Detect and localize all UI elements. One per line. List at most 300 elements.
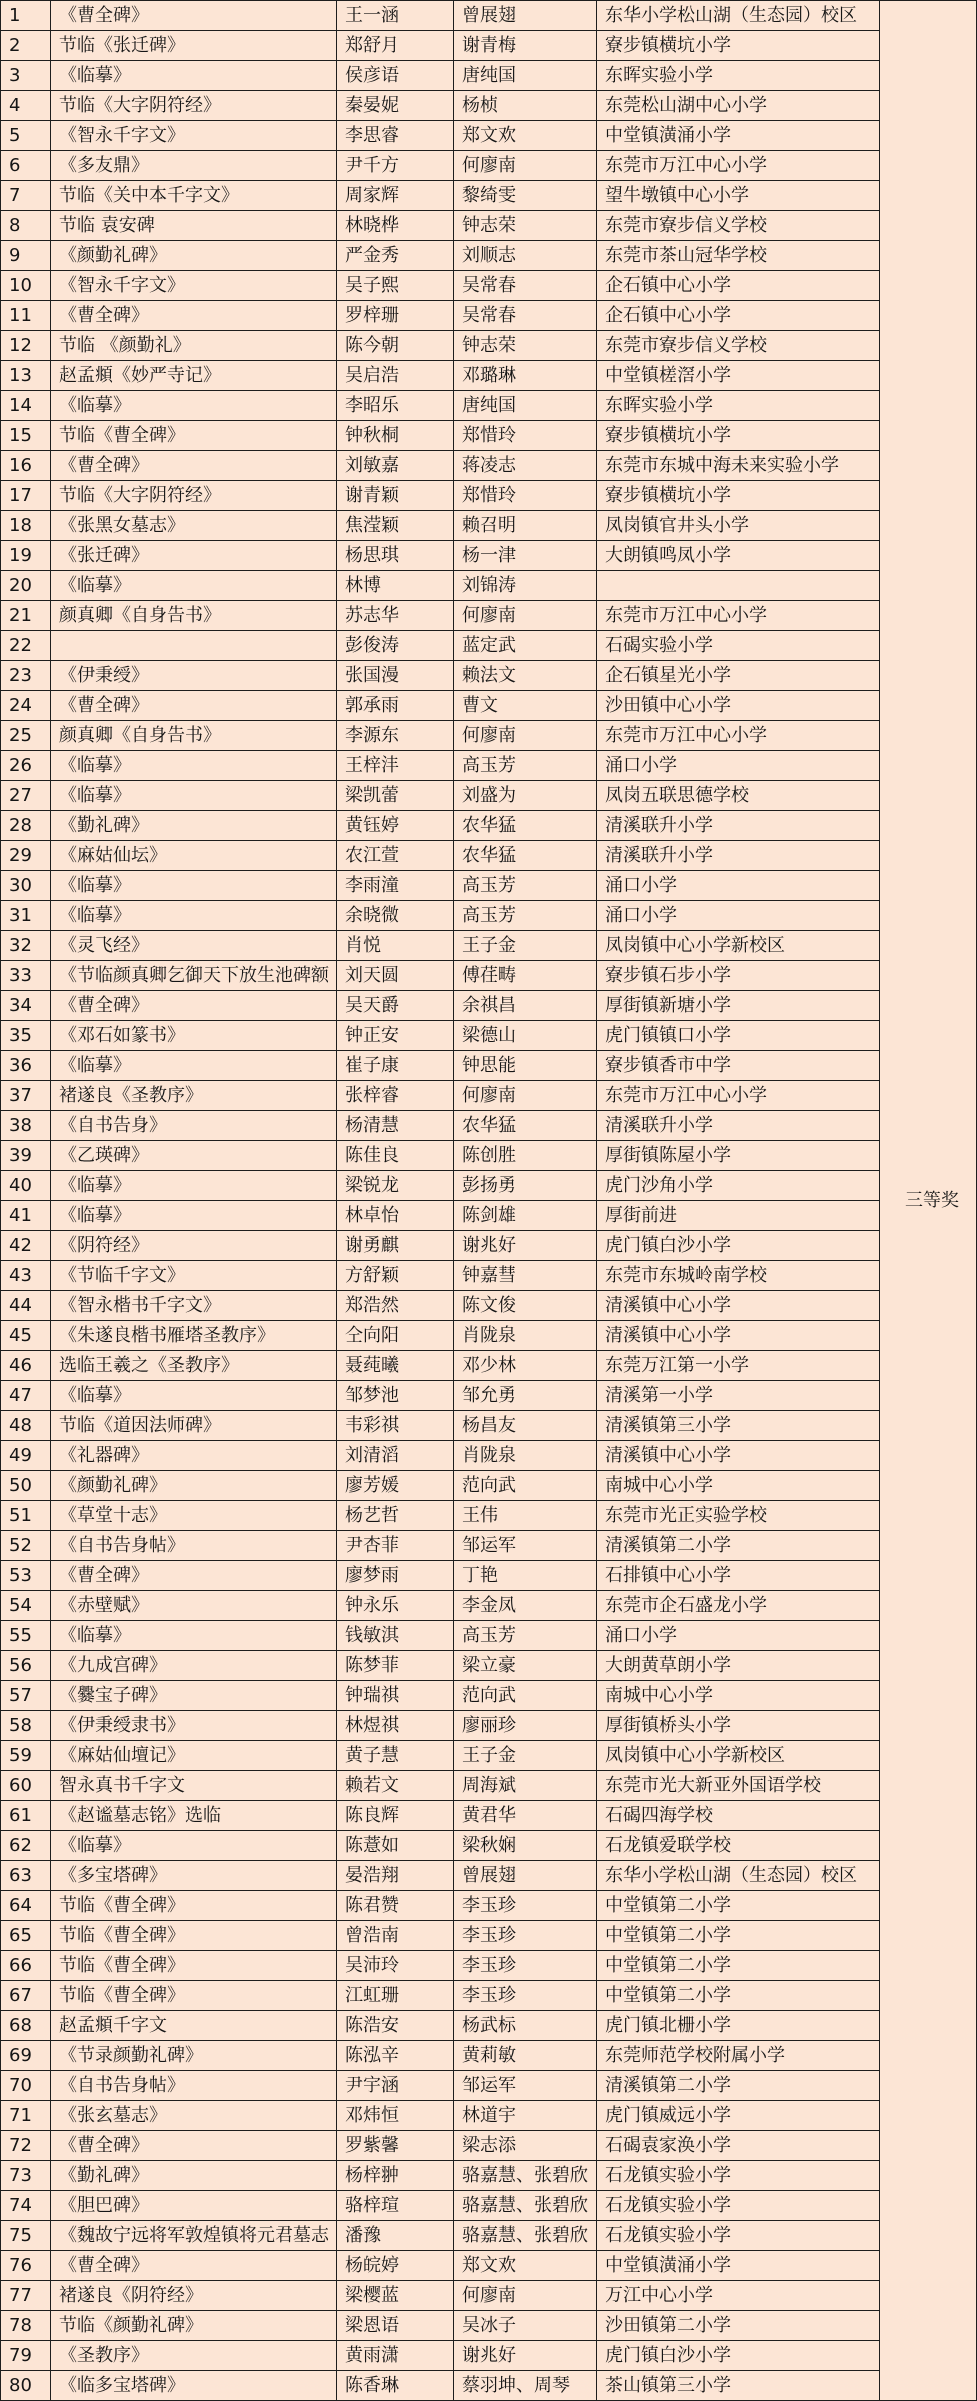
teacher-name: 蔡羽坤、周琴 xyxy=(454,2371,597,2401)
row-number: 73 xyxy=(1,2161,51,2191)
work-title: 《赤壁赋》 xyxy=(51,1591,337,1621)
table-row xyxy=(1,1051,977,1081)
student-name: 杨皖婷 xyxy=(337,2251,454,2281)
teacher-name: 高玉芳 xyxy=(454,751,597,781)
work-title: 节临《关中本千字文》 xyxy=(51,181,337,211)
table-row xyxy=(1,661,977,691)
student-name: 陈香琳 xyxy=(337,2371,454,2401)
teacher-name: 余祺昌 xyxy=(454,991,597,1021)
work-title: 《节临千字文》 xyxy=(51,1261,337,1291)
work-title: 《临摹》 xyxy=(51,871,337,901)
school-name: 寮步镇横坑小学 xyxy=(597,31,880,61)
table-row xyxy=(1,901,977,931)
school-name: 企石镇中心小学 xyxy=(597,301,880,331)
row-number: 66 xyxy=(1,1951,51,1981)
school-name: 中堂镇第二小学 xyxy=(597,1921,880,1951)
table-row xyxy=(1,1381,977,1411)
work-title: 《九成宫碑》 xyxy=(51,1651,337,1681)
work-title: 节临《曹全碑》 xyxy=(51,421,337,451)
table-row xyxy=(1,1711,977,1741)
work-title: 《曹全碑》 xyxy=(51,2251,337,2281)
row-number: 58 xyxy=(1,1711,51,1741)
table-row xyxy=(1,421,977,451)
work-title: 《智永千字文》 xyxy=(51,271,337,301)
table-row xyxy=(1,961,977,991)
table-row xyxy=(1,931,977,961)
school-name: 石碣四海学校 xyxy=(597,1801,880,1831)
row-number: 50 xyxy=(1,1471,51,1501)
row-number: 54 xyxy=(1,1591,51,1621)
table-row xyxy=(1,2221,977,2251)
teacher-name: 高玉芳 xyxy=(454,1621,597,1651)
work-title: 节临《曹全碑》 xyxy=(51,1921,337,1951)
table-row xyxy=(1,541,977,571)
row-number: 10 xyxy=(1,271,51,301)
row-number: 63 xyxy=(1,1861,51,1891)
student-name: 谢勇麒 xyxy=(337,1231,454,1261)
row-number: 1 xyxy=(1,1,51,31)
table-row xyxy=(1,1231,977,1261)
school-name: 清溪联升小学 xyxy=(597,811,880,841)
school-name: 沙田镇中心小学 xyxy=(597,691,880,721)
row-number: 31 xyxy=(1,901,51,931)
student-name: 梁凯蕾 xyxy=(337,781,454,811)
teacher-name: 蓝定武 xyxy=(454,631,597,661)
teacher-name: 骆嘉慧、张碧欣 xyxy=(454,2221,597,2251)
table-row xyxy=(1,1921,977,1951)
row-number: 52 xyxy=(1,1531,51,1561)
school-name: 凤岗镇中心小学新校区 xyxy=(597,1741,880,1771)
work-title: 《邓石如篆书》 xyxy=(51,1021,337,1051)
teacher-name: 骆嘉慧、张碧欣 xyxy=(454,2161,597,2191)
table-row xyxy=(1,211,977,241)
row-number: 65 xyxy=(1,1921,51,1951)
student-name: 严金秀 xyxy=(337,241,454,271)
table-row xyxy=(1,1681,977,1711)
table-row xyxy=(1,121,977,151)
table-row xyxy=(1,601,977,631)
teacher-name: 郑文欢 xyxy=(454,121,597,151)
table-row xyxy=(1,181,977,211)
work-title: 《麻姑仙壇记》 xyxy=(51,1741,337,1771)
row-number: 24 xyxy=(1,691,51,721)
work-title: 《临摹》 xyxy=(51,571,337,601)
row-number: 35 xyxy=(1,1021,51,1051)
work-title: 《伊秉绶》 xyxy=(51,661,337,691)
school-name: 清溪镇第三小学 xyxy=(597,1411,880,1441)
row-number: 20 xyxy=(1,571,51,601)
teacher-name: 杨桢 xyxy=(454,91,597,121)
row-number: 36 xyxy=(1,1051,51,1081)
work-title: 节临 袁安碑 xyxy=(51,211,337,241)
row-number: 57 xyxy=(1,1681,51,1711)
table-row xyxy=(1,151,977,181)
row-number: 61 xyxy=(1,1801,51,1831)
work-title: 《草堂十志》 xyxy=(51,1501,337,1531)
teacher-name: 邹运军 xyxy=(454,1531,597,1561)
table-row xyxy=(1,301,977,331)
table-row xyxy=(1,2311,977,2341)
teacher-name: 黄莉敏 xyxy=(454,2041,597,2071)
student-name: 陈梦菲 xyxy=(337,1651,454,1681)
school-name: 东莞市茶山冠华学校 xyxy=(597,241,880,271)
student-name: 刘天圆 xyxy=(337,961,454,991)
student-name: 周家辉 xyxy=(337,181,454,211)
student-name: 杨清慧 xyxy=(337,1111,454,1141)
row-number: 28 xyxy=(1,811,51,841)
teacher-name: 农华猛 xyxy=(454,1111,597,1141)
row-number: 5 xyxy=(1,121,51,151)
table-row xyxy=(1,2101,977,2131)
row-number: 11 xyxy=(1,301,51,331)
row-number: 18 xyxy=(1,511,51,541)
row-number: 22 xyxy=(1,631,51,661)
teacher-name: 肖陇泉 xyxy=(454,1441,597,1471)
school-name: 凤岗镇官井头小学 xyxy=(597,511,880,541)
school-name: 东晖实验小学 xyxy=(597,61,880,91)
table-row xyxy=(1,1801,977,1831)
school-name: 涌口小学 xyxy=(597,901,880,931)
teacher-name: 钟志荣 xyxy=(454,211,597,241)
row-number: 77 xyxy=(1,2281,51,2311)
table-row xyxy=(1,1021,977,1051)
school-name: 东莞市企石盛龙小学 xyxy=(597,1591,880,1621)
school-name: 厚街前进 xyxy=(597,1201,880,1231)
teacher-name: 陈创胜 xyxy=(454,1141,597,1171)
teacher-name: 梁秋娴 xyxy=(454,1831,597,1861)
work-title: 《临摹》 xyxy=(51,1381,337,1411)
table-row xyxy=(1,1561,977,1591)
work-title: 《自书告身帖》 xyxy=(51,2071,337,2101)
work-title: 节临《曹全碑》 xyxy=(51,1891,337,1921)
row-number: 13 xyxy=(1,361,51,391)
teacher-name: 谢兆好 xyxy=(454,2341,597,2371)
row-number: 64 xyxy=(1,1891,51,1921)
table-row xyxy=(1,1261,977,1291)
table-row xyxy=(1,1651,977,1681)
student-name: 梁恩语 xyxy=(337,2311,454,2341)
student-name: 陈佳良 xyxy=(337,1141,454,1171)
work-title: 《临摹》 xyxy=(51,61,337,91)
row-number: 3 xyxy=(1,61,51,91)
row-number: 33 xyxy=(1,961,51,991)
table-row xyxy=(1,331,977,361)
work-title: 智永真书千字文 xyxy=(51,1771,337,1801)
work-title: 《智永楷书千字文》 xyxy=(51,1291,337,1321)
teacher-name: 农华猛 xyxy=(454,841,597,871)
teacher-name: 何廖南 xyxy=(454,1081,597,1111)
student-name: 廖梦雨 xyxy=(337,1561,454,1591)
table-row xyxy=(1,241,977,271)
teacher-name: 钟志荣 xyxy=(454,331,597,361)
student-name: 黄雨潇 xyxy=(337,2341,454,2371)
student-name: 李思睿 xyxy=(337,121,454,151)
row-number: 39 xyxy=(1,1141,51,1171)
school-name: 企石镇星光小学 xyxy=(597,661,880,691)
school-name: 东莞市寮步信义学校 xyxy=(597,211,880,241)
school-name: 万江中心小学 xyxy=(597,2281,880,2311)
school-name: 中堂镇第二小学 xyxy=(597,1951,880,1981)
work-title: 《临多宝塔碑》 xyxy=(51,2371,337,2401)
student-name: 吴沛玲 xyxy=(337,1951,454,1981)
work-title: 节临《道因法师碑》 xyxy=(51,1411,337,1441)
teacher-name: 梁志添 xyxy=(454,2131,597,2161)
teacher-name: 刘锦涛 xyxy=(454,571,597,601)
teacher-name: 高玉芳 xyxy=(454,901,597,931)
work-title: 选临王羲之《圣教序》 xyxy=(51,1351,337,1381)
teacher-name: 林道宇 xyxy=(454,2101,597,2131)
school-name: 东莞市东城岭南学校 xyxy=(597,1261,880,1291)
work-title: 《临摹》 xyxy=(51,1051,337,1081)
work-title: 节临《大字阴符经》 xyxy=(51,481,337,511)
teacher-name: 谢兆好 xyxy=(454,1231,597,1261)
student-name: 尹宇涵 xyxy=(337,2071,454,2101)
school-name: 东莞市万江中心小学 xyxy=(597,601,880,631)
work-title: 《魏故宁远将军敦煌镇将元君墓志 xyxy=(51,2221,337,2251)
student-name: 王一涵 xyxy=(337,1,454,31)
school-name: 中堂镇槎滘小学 xyxy=(597,361,880,391)
student-name: 钱敏淇 xyxy=(337,1621,454,1651)
student-name: 晏浩翔 xyxy=(337,1861,454,1891)
teacher-name: 何廖南 xyxy=(454,2281,597,2311)
work-title: 《颜勤礼碑》 xyxy=(51,1471,337,1501)
school-name: 寮步镇石步小学 xyxy=(597,961,880,991)
table-row xyxy=(1,1351,977,1381)
teacher-name: 唐纯国 xyxy=(454,391,597,421)
student-name: 侯彦语 xyxy=(337,61,454,91)
work-title: 节临《曹全碑》 xyxy=(51,1981,337,2011)
work-title: 节临《颜勤礼碑》 xyxy=(51,2311,337,2341)
school-name: 厚街镇桥头小学 xyxy=(597,1711,880,1741)
teacher-name: 赖召明 xyxy=(454,511,597,541)
student-name: 罗梓珊 xyxy=(337,301,454,331)
row-number: 23 xyxy=(1,661,51,691)
work-title: 《临摹》 xyxy=(51,1831,337,1861)
school-name: 东莞市光大新亚外国语学校 xyxy=(597,1771,880,1801)
table-row xyxy=(1,1171,977,1201)
teacher-name: 郑文欢 xyxy=(454,2251,597,2281)
teacher-name: 郑惜玲 xyxy=(454,481,597,511)
school-name: 东莞市光正实验学校 xyxy=(597,1501,880,1531)
work-title: 《勤礼碑》 xyxy=(51,811,337,841)
teacher-name: 曾展翅 xyxy=(454,1,597,31)
work-title: 《灵飞经》 xyxy=(51,931,337,961)
row-number: 51 xyxy=(1,1501,51,1531)
teacher-name: 杨昌友 xyxy=(454,1411,597,1441)
work-title: 颜真卿《自身告书》 xyxy=(51,601,337,631)
student-name: 骆梓瑄 xyxy=(337,2191,454,2221)
teacher-name: 曾展翅 xyxy=(454,1861,597,1891)
table-row xyxy=(1,511,977,541)
student-name: 钟瑞祺 xyxy=(337,1681,454,1711)
row-number: 43 xyxy=(1,1261,51,1291)
school-name: 东晖实验小学 xyxy=(597,391,880,421)
school-name: 虎门镇白沙小学 xyxy=(597,2341,880,2371)
table-row xyxy=(1,2341,977,2371)
school-name: 东莞万江第一小学 xyxy=(597,1351,880,1381)
table-row xyxy=(1,841,977,871)
student-name: 梁樱蓝 xyxy=(337,2281,454,2311)
work-title: 《自书告身》 xyxy=(51,1111,337,1141)
student-name: 陈薏如 xyxy=(337,1831,454,1861)
teacher-name: 彭扬勇 xyxy=(454,1171,597,1201)
school-name: 东莞松山湖中心小学 xyxy=(597,91,880,121)
work-title: 《曹全碑》 xyxy=(51,1,337,31)
row-number: 69 xyxy=(1,2041,51,2071)
student-name: 杨梓翀 xyxy=(337,2161,454,2191)
table-row xyxy=(1,361,977,391)
school-name: 东华小学松山湖（生态园）校区 xyxy=(597,1,880,31)
work-title: 《曹全碑》 xyxy=(51,691,337,721)
work-title: 赵孟頫千字文 xyxy=(51,2011,337,2041)
table-row xyxy=(1,1141,977,1171)
row-number: 74 xyxy=(1,2191,51,2221)
student-name: 曾浩南 xyxy=(337,1921,454,1951)
teacher-name: 邓少林 xyxy=(454,1351,597,1381)
row-number: 8 xyxy=(1,211,51,241)
table-row xyxy=(1,31,977,61)
student-name: 廖芳媛 xyxy=(337,1471,454,1501)
work-title: 《临摹》 xyxy=(51,751,337,781)
student-name: 王梓沣 xyxy=(337,751,454,781)
table-row xyxy=(1,2191,977,2221)
work-title: 《多友鼎》 xyxy=(51,151,337,181)
row-number: 21 xyxy=(1,601,51,631)
student-name: 苏志华 xyxy=(337,601,454,631)
table-row xyxy=(1,871,977,901)
row-number: 48 xyxy=(1,1411,51,1441)
work-title: 《圣教序》 xyxy=(51,2341,337,2371)
table-row xyxy=(1,1591,977,1621)
student-name: 农江萱 xyxy=(337,841,454,871)
school-name: 石碣袁家涣小学 xyxy=(597,2131,880,2161)
student-name: 李昭乐 xyxy=(337,391,454,421)
teacher-name: 曹文 xyxy=(454,691,597,721)
teacher-name: 李玉珍 xyxy=(454,1981,597,2011)
student-name: 林博 xyxy=(337,571,454,601)
school-name: 寮步镇香市中学 xyxy=(597,1051,880,1081)
table-row xyxy=(1,2161,977,2191)
table-row xyxy=(1,781,977,811)
work-title: 《智永千字文》 xyxy=(51,121,337,151)
work-title: 《曹全碑》 xyxy=(51,2131,337,2161)
table-row xyxy=(1,2251,977,2281)
table-row xyxy=(1,1291,977,1321)
school-name: 大朗镇鸣凤小学 xyxy=(597,541,880,571)
student-name: 郑舒月 xyxy=(337,31,454,61)
student-name: 郑浩然 xyxy=(337,1291,454,1321)
teacher-name: 李金凤 xyxy=(454,1591,597,1621)
school-name: 厚街镇新塘小学 xyxy=(597,991,880,1021)
school-name: 清溪镇第二小学 xyxy=(597,1531,880,1561)
row-number: 47 xyxy=(1,1381,51,1411)
school-name: 石龙镇爱联学校 xyxy=(597,1831,880,1861)
school-name: 清溪镇中心小学 xyxy=(597,1291,880,1321)
row-number: 62 xyxy=(1,1831,51,1861)
student-name: 黄子慧 xyxy=(337,1741,454,1771)
school-name: 厚街镇陈屋小学 xyxy=(597,1141,880,1171)
row-number: 80 xyxy=(1,2371,51,2401)
teacher-name: 唐纯国 xyxy=(454,61,597,91)
table-row xyxy=(1,991,977,1021)
school-name: 南城中心小学 xyxy=(597,1471,880,1501)
row-number: 40 xyxy=(1,1171,51,1201)
student-name: 方舒颖 xyxy=(337,1261,454,1291)
teacher-name: 梁立豪 xyxy=(454,1651,597,1681)
table-row xyxy=(1,1,977,31)
student-name: 江虹珊 xyxy=(337,1981,454,2011)
table-row xyxy=(1,61,977,91)
student-name: 韦彩祺 xyxy=(337,1411,454,1441)
row-number: 46 xyxy=(1,1351,51,1381)
row-number: 37 xyxy=(1,1081,51,1111)
teacher-name: 杨一津 xyxy=(454,541,597,571)
work-title xyxy=(51,631,337,661)
work-title: 节临《大字阴符经》 xyxy=(51,91,337,121)
row-number: 60 xyxy=(1,1771,51,1801)
school-name: 东华小学松山湖（生态园）校区 xyxy=(597,1861,880,1891)
table-row xyxy=(1,1321,977,1351)
row-number: 34 xyxy=(1,991,51,1021)
work-title: 《曹全碑》 xyxy=(51,451,337,481)
row-number: 7 xyxy=(1,181,51,211)
student-name: 钟永乐 xyxy=(337,1591,454,1621)
teacher-name: 钟思能 xyxy=(454,1051,597,1081)
work-title: 《临摹》 xyxy=(51,391,337,421)
table-row xyxy=(1,1501,977,1531)
school-name: 东莞师范学校附属小学 xyxy=(597,2041,880,2071)
row-number: 30 xyxy=(1,871,51,901)
student-name: 肖悦 xyxy=(337,931,454,961)
student-name: 谢青颖 xyxy=(337,481,454,511)
school-name xyxy=(597,571,880,601)
school-name: 东莞市万江中心小学 xyxy=(597,721,880,751)
row-number: 72 xyxy=(1,2131,51,2161)
table-body xyxy=(1,1,977,2401)
work-title: 节临《张迁碑》 xyxy=(51,31,337,61)
student-name: 邓炜恒 xyxy=(337,2101,454,2131)
table-row xyxy=(1,751,977,781)
table-row xyxy=(1,1741,977,1771)
table-row xyxy=(1,1771,977,1801)
table-row xyxy=(1,1531,977,1561)
row-number: 56 xyxy=(1,1651,51,1681)
table-row xyxy=(1,2281,977,2311)
table-row xyxy=(1,1861,977,1891)
school-name: 东莞市万江中心小学 xyxy=(597,1081,880,1111)
student-name: 杨艺哲 xyxy=(337,1501,454,1531)
school-name: 虎门镇北栅小学 xyxy=(597,2011,880,2041)
work-title: 《张玄墓志》 xyxy=(51,2101,337,2131)
teacher-name: 高玉芳 xyxy=(454,871,597,901)
student-name: 罗紫馨 xyxy=(337,2131,454,2161)
row-number: 19 xyxy=(1,541,51,571)
student-name: 秦晏妮 xyxy=(337,91,454,121)
teacher-name: 王伟 xyxy=(454,1501,597,1531)
work-title: 《张迁碑》 xyxy=(51,541,337,571)
student-name: 黄钰婷 xyxy=(337,811,454,841)
school-name: 东莞市万江中心小学 xyxy=(597,151,880,181)
teacher-name: 王子金 xyxy=(454,931,597,961)
school-name: 南城中心小学 xyxy=(597,1681,880,1711)
table-row xyxy=(1,451,977,481)
row-number: 70 xyxy=(1,2071,51,2101)
student-name: 张梓睿 xyxy=(337,1081,454,1111)
work-title: 《节临颜真卿乞御天下放生池碑额 xyxy=(51,961,337,991)
table-row xyxy=(1,1891,977,1921)
student-name: 崔子康 xyxy=(337,1051,454,1081)
student-name: 刘清滔 xyxy=(337,1441,454,1471)
